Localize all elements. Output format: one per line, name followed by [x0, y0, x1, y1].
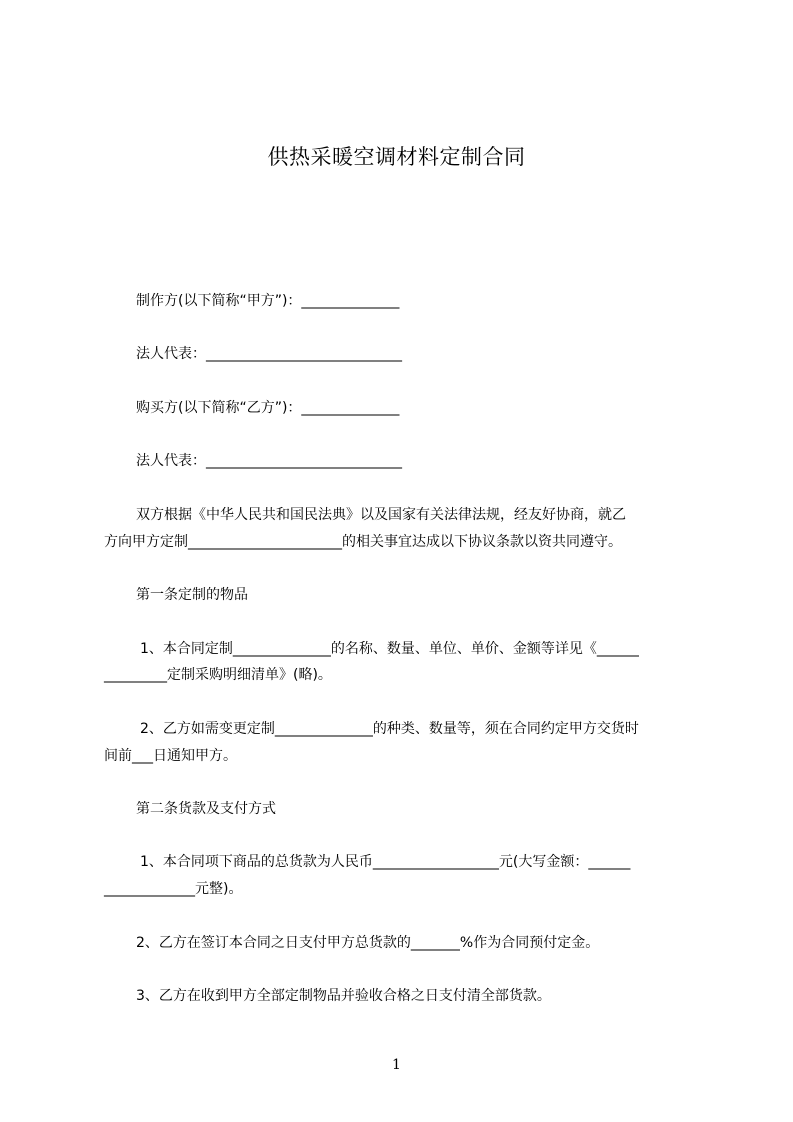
party-b-legal-rep-line: 法人代表：____________________________ [136, 453, 402, 469]
preamble-line-1: 双方根据《中华人民共和国民法典》以及国家有关法律法规，经友好协商，就乙 [136, 507, 626, 523]
party-a-line: 制作方(以下简称“甲方”)：______________ [136, 293, 400, 309]
page-number: 1 [392, 1057, 401, 1073]
article-2-heading: 第二条货款及支付方式 [136, 801, 276, 817]
article-2-clause-1-line-1: 1、本合同项下商品的总货款为人民币__________________元(大写金额：______ [140, 854, 631, 870]
article-2-clause-2: 2、乙方在签订本合同之日支付甲方总货款的_______%作为合同预付定金。 [136, 935, 600, 951]
article-2-clause-1-line-2: _____________元整)。 [104, 881, 243, 897]
document-title: 供热采暖空调材料定制合同 [267, 145, 526, 169]
party-a-legal-rep-line: 法人代表：____________________________ [136, 346, 402, 362]
article-1-clause-2-line-1: 2、乙方如需变更定制______________的种类、数量等，须在合同约定甲方交货时 [140, 721, 639, 737]
party-b-line: 购买方(以下简称“乙方”)：______________ [136, 400, 400, 416]
article-1-heading: 第一条定制的物品 [136, 587, 248, 603]
article-2-clause-3: 3、乙方在收到甲方全部定制物品并验收合格之日支付清全部货款。 [136, 988, 551, 1004]
article-1-clause-1-line-1: 1、本合同定制______________的名称、数量、单位、单价、金额等详见《______ [140, 641, 639, 657]
article-1-clause-1-line-2: _________定制采购明细清单》(略)。 [104, 667, 332, 683]
preamble-line-2: 方向甲方定制______________________的相关事宜达成以下协议条款以资共同遵守。 [104, 534, 622, 550]
article-1-clause-2-line-2: 间前___日通知甲方。 [104, 748, 237, 764]
